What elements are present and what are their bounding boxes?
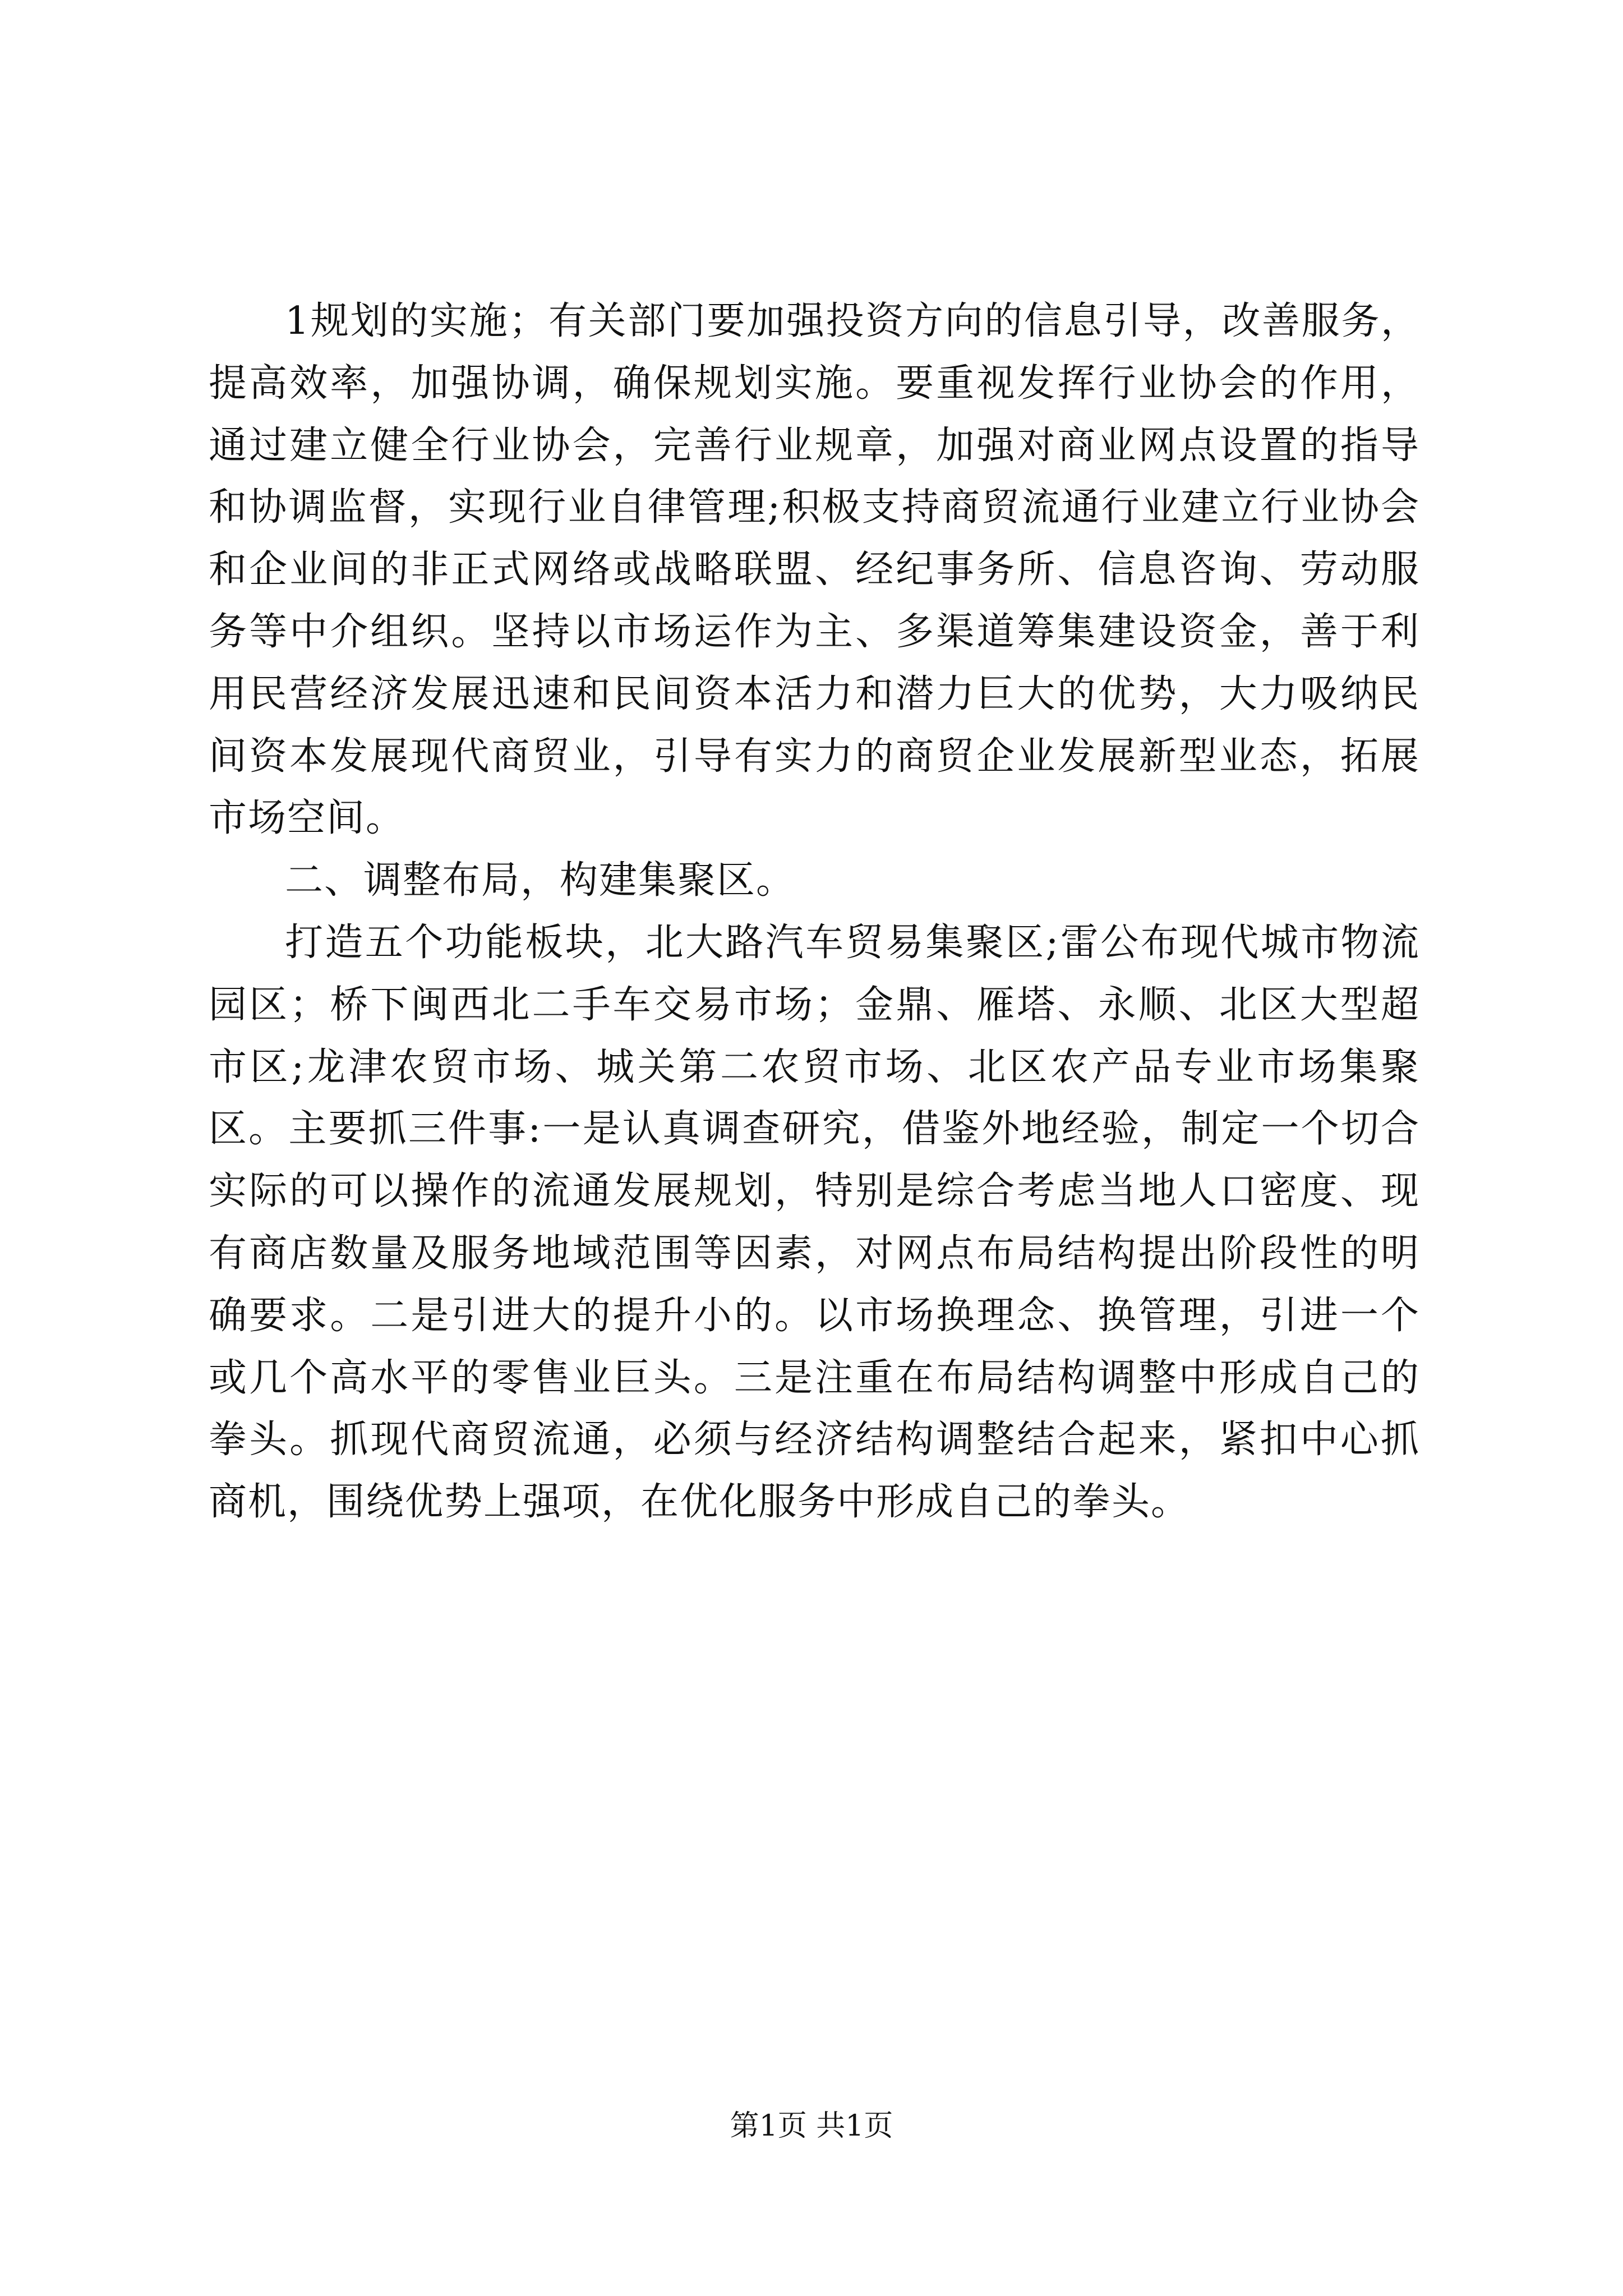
paragraph: 二、调整布局，构建集聚区。 — [285, 858, 796, 903]
document-body — [209, 291, 1420, 1534]
paragraph: 打造五个功能板块，北大路汽车贸易集聚区;雷公布现代城市物流园区；桥下闽西北二手车交易市场；金鼎、雁塔、永顺、北区大型超市区;龙津农贸市场、城关第二农贸市场、北区农产品专业市场集聚区。主要抓三件事:一是认真调查研究，借鉴外地经验，制定一个切合实际的可以操作的流通发展规划，特别是综合考虑当地人口密度、现有商店数量及服务地域范围等因素，对网点布局结构提出阶段性的明确要求。二是引进大的提升小的。以市场换理念、换管理，引进一个或几个高水平的零售业巨头。三是注重在布局结构调整中形成自己的拳头。抓现代商贸流通，必须与经济结构调整结合起来，紧扣中心抓商机，围绕优势上强项，在优化服务中形成自己的拳头。 — [209, 920, 1420, 1525]
paragraph: 1规划的实施；有关部门要加强投资方向的信息引导，改善服务，提高效率，加强协调，确保规划实施。要重视发挥行业协会的作用，通过建立健全行业协会，完善行业规章，加强对商业网点设置的指导和协调监督，实现行业自律管理;积极支持商贸流通行业建立行业协会和企业间的非正式网络或战略联盟、经纪事务所、信息咨询、劳动服务等中介组织。坚持以市场运作为主、多渠道筹集建设资金，善于利用民营经济发展迅速和民间资本活力和潜力巨大的优势，大力吸纳民间资本发展现代商贸业，引导有实力的商贸企业发展新型业态，拓展市场空间。 — [209, 299, 1420, 841]
page-footer: 第1页 共1页 — [730, 2109, 893, 2143]
